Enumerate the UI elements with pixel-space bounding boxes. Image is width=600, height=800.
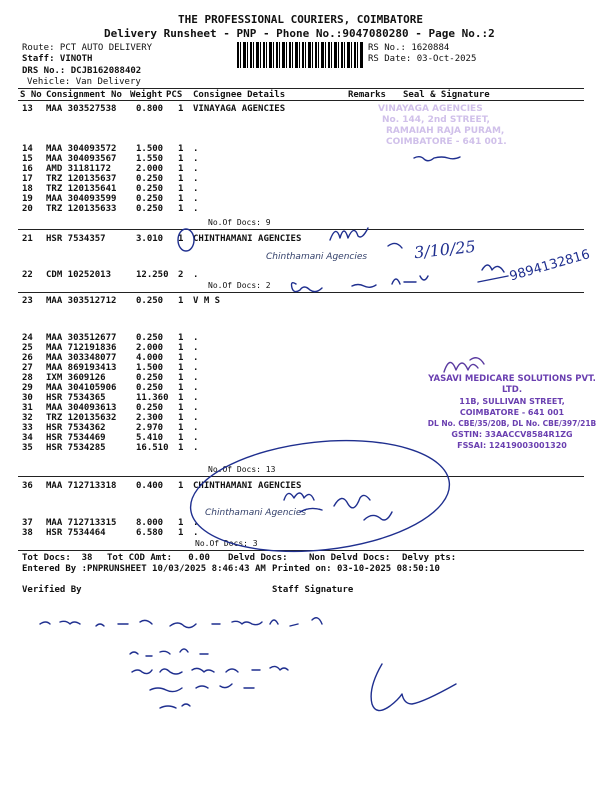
cell-pcs: 1 bbox=[178, 184, 184, 194]
table-row bbox=[0, 104, 600, 115]
cell-name: VINAYAGA AGENCIES bbox=[193, 104, 286, 114]
cell-cons: TRZ 120135641 bbox=[46, 184, 117, 194]
rs-date: RS Date: 03-Oct-2025 bbox=[368, 54, 477, 64]
cell-name: . bbox=[193, 164, 199, 174]
col-remarks: Remarks bbox=[348, 90, 386, 100]
cell-cons: HSR 7534365 bbox=[46, 393, 106, 403]
cell-pcs: 1 bbox=[178, 333, 184, 343]
cell-cons: MAA 303512677 bbox=[46, 333, 117, 343]
stamp-line: RAMAIAH RAJA PURAM, bbox=[386, 126, 505, 136]
cell-name: . bbox=[193, 174, 199, 184]
cell-sno: 21 bbox=[22, 234, 33, 244]
cell-wt: 0.400 bbox=[136, 481, 164, 491]
verified-by-label: Verified By bbox=[22, 585, 82, 595]
cell-name: CHINTHAMANI AGENCIES bbox=[193, 234, 302, 244]
cell-cons: TRZ 120135637 bbox=[46, 174, 117, 184]
stamp-line: COIMBATORE - 641 001. bbox=[386, 137, 507, 147]
cell-cons: AMD 31181172 bbox=[46, 164, 112, 174]
cell-cons: MAA 869193413 bbox=[46, 363, 117, 373]
cell-pcs: 1 bbox=[178, 433, 184, 443]
cell-wt: 0.250 bbox=[136, 383, 164, 393]
cell-pcs: 2 bbox=[178, 270, 184, 280]
cell-sno: 17 bbox=[22, 174, 33, 184]
cell-wt: 5.410 bbox=[136, 433, 164, 443]
cell-name: . bbox=[193, 144, 199, 154]
cell-cons: IXM 3609126 bbox=[46, 373, 106, 383]
cell-name: . bbox=[193, 383, 199, 393]
cell-pcs: 1 bbox=[178, 423, 184, 433]
staff-signature bbox=[371, 664, 456, 711]
cell-wt: 3.010 bbox=[136, 234, 164, 244]
cell-wt: 2.000 bbox=[136, 164, 164, 174]
cell-wt: 0.250 bbox=[136, 204, 164, 214]
table-row bbox=[0, 528, 600, 539]
cell-name: . bbox=[193, 528, 199, 538]
cell-name: . bbox=[193, 393, 199, 403]
cell-cons: MAA 303527538 bbox=[46, 104, 117, 114]
stamp-line: No. 144, 2nd STREET, bbox=[382, 115, 490, 125]
cell-pcs: 1 bbox=[178, 518, 184, 528]
cell-wt: 0.250 bbox=[136, 184, 164, 194]
cell-name: CHINTHAMANI AGENCIES bbox=[193, 481, 302, 491]
cell-pcs: 1 bbox=[178, 343, 184, 353]
col-weight: Weight bbox=[130, 90, 163, 100]
handwritten-date: 3/10/25 bbox=[413, 236, 477, 263]
cell-pcs: 1 bbox=[178, 174, 184, 184]
group-rule bbox=[18, 292, 584, 293]
stamp-line: YASAVI MEDICARE SOLUTIONS PVT. LTD. bbox=[428, 374, 596, 395]
cell-name: . bbox=[193, 154, 199, 164]
vinayaga-stamp bbox=[378, 104, 507, 148]
stamp-line: GSTIN: 33AACCV8584R1ZG bbox=[451, 430, 573, 439]
cell-cons: HSR 7534469 bbox=[46, 433, 106, 443]
cell-cons: HSR 7534357 bbox=[46, 234, 106, 244]
group-count: No.Of Docs: 3 bbox=[195, 539, 258, 548]
cell-pcs: 1 bbox=[178, 481, 184, 491]
barcode bbox=[237, 42, 363, 68]
stamp-line: VINAYAGA AGENCIES bbox=[378, 104, 483, 114]
cell-pcs: 1 bbox=[178, 413, 184, 423]
col-consignee: Consignee Details bbox=[193, 90, 286, 100]
cell-wt: 1.500 bbox=[136, 363, 164, 373]
cell-wt: 2.000 bbox=[136, 343, 164, 353]
entered-by: Entered By :PNPRUNSHEET 10/03/2025 8:46:43 AM bbox=[22, 564, 266, 574]
cell-cons: MAA 304105906 bbox=[46, 383, 117, 393]
col-sno: S No bbox=[20, 90, 42, 100]
cell-sno: 25 bbox=[22, 343, 33, 353]
cell-cons: MAA 304093613 bbox=[46, 403, 117, 413]
cell-pcs: 1 bbox=[178, 443, 184, 453]
cell-pcs: 1 bbox=[178, 383, 184, 393]
chinthamani-stamp: Chinthamani Agencies bbox=[266, 252, 368, 262]
runsheet-title: Delivery Runsheet - PNP - Phone No.:9047080280 - Page No.:2 bbox=[104, 27, 495, 40]
staff-signature-label: Staff Signature bbox=[272, 585, 354, 595]
cell-name: . bbox=[193, 343, 199, 353]
cell-name: . bbox=[193, 363, 199, 373]
cell-cons: MAA 303348077 bbox=[46, 353, 117, 363]
group-rule bbox=[18, 476, 584, 477]
cell-pcs: 1 bbox=[178, 353, 184, 363]
verified-scribble bbox=[150, 684, 254, 692]
cell-wt: 0.250 bbox=[136, 174, 164, 184]
yasavi-stamp bbox=[424, 372, 600, 451]
cell-wt: 8.000 bbox=[136, 518, 164, 528]
cell-sno: 16 bbox=[22, 164, 33, 174]
cell-wt: 0.800 bbox=[136, 104, 164, 114]
cell-wt: 0.250 bbox=[136, 194, 164, 204]
verified-scribble bbox=[160, 704, 190, 708]
vehicle: Vehicle: Van Delivery bbox=[27, 77, 141, 87]
cell-wt: 0.250 bbox=[136, 373, 164, 383]
cell-sno: 26 bbox=[22, 353, 33, 363]
cell-pcs: 1 bbox=[178, 104, 184, 114]
cell-cons: CDM 10252013 bbox=[46, 270, 112, 280]
total-cod: Tot COD Amt: 0.00 bbox=[107, 553, 210, 563]
cell-sno: 32 bbox=[22, 413, 33, 423]
cell-wt: 11.360 bbox=[136, 393, 169, 403]
cell-pcs: 1 bbox=[178, 403, 184, 413]
cell-name: . bbox=[193, 518, 199, 528]
cell-pcs: 1 bbox=[178, 164, 184, 174]
group-count: No.Of Docs: 13 bbox=[208, 465, 276, 474]
cell-wt: 1.500 bbox=[136, 144, 164, 154]
col-pcs: PCS bbox=[166, 90, 183, 100]
delivered-docs: Delvd Docs: bbox=[228, 553, 288, 563]
cell-cons: MAA 712713315 bbox=[46, 518, 117, 528]
cell-sno: 35 bbox=[22, 443, 33, 453]
drs-no: DRS No.: DCJB162088402 bbox=[22, 66, 142, 76]
cell-cons: MAA 712191836 bbox=[46, 343, 117, 353]
cell-name: . bbox=[193, 443, 199, 453]
table-row bbox=[0, 234, 600, 245]
cell-sno: 31 bbox=[22, 403, 33, 413]
cell-cons: HSR 7534285 bbox=[46, 443, 106, 453]
group-count: No.Of Docs: 2 bbox=[208, 281, 271, 290]
cell-name: . bbox=[193, 184, 199, 194]
cell-name: . bbox=[193, 194, 199, 204]
rule-top bbox=[18, 88, 584, 89]
table-row bbox=[0, 481, 600, 492]
cell-name: . bbox=[193, 423, 199, 433]
non-delivered-docs: Non Delvd Docs: bbox=[309, 553, 391, 563]
cell-wt: 0.250 bbox=[136, 296, 164, 306]
cell-sno: 24 bbox=[22, 333, 33, 343]
cell-pcs: 1 bbox=[178, 363, 184, 373]
cell-sno: 22 bbox=[22, 270, 33, 280]
cell-pcs: 1 bbox=[178, 528, 184, 538]
cell-wt: 2.970 bbox=[136, 423, 164, 433]
group-rule bbox=[18, 229, 584, 230]
delivery-points: Delvy pts: bbox=[402, 553, 457, 563]
cell-name: . bbox=[193, 373, 199, 383]
cell-name: . bbox=[193, 204, 199, 214]
table-row bbox=[0, 204, 600, 215]
stamp-line: FSSAI: 12419003001320 bbox=[457, 441, 567, 450]
verified-scribble bbox=[40, 618, 322, 628]
cell-cons: MAA 712713318 bbox=[46, 481, 117, 491]
cell-pcs: 1 bbox=[178, 234, 184, 244]
total-docs: Tot Docs: 38 bbox=[22, 553, 93, 563]
chinthamani-stamp: Chinthamani Agencies bbox=[205, 508, 307, 518]
cell-wt: 0.250 bbox=[136, 403, 164, 413]
cell-wt: 6.580 bbox=[136, 528, 164, 538]
cell-pcs: 1 bbox=[178, 296, 184, 306]
cell-wt: 0.250 bbox=[136, 333, 164, 343]
company-name: THE PROFESSIONAL COURIERS, COIMBATORE bbox=[178, 13, 424, 26]
cell-name: . bbox=[193, 270, 199, 280]
cell-wt: 1.550 bbox=[136, 154, 164, 164]
verified-scribble bbox=[132, 666, 288, 674]
cell-sno: 38 bbox=[22, 528, 33, 538]
cell-sno: 15 bbox=[22, 154, 33, 164]
cell-pcs: 1 bbox=[178, 154, 184, 164]
cell-name: . bbox=[193, 413, 199, 423]
cell-sno: 36 bbox=[22, 481, 33, 491]
cell-sno: 20 bbox=[22, 204, 33, 214]
cell-name: . bbox=[193, 403, 199, 413]
cell-name: . bbox=[193, 353, 199, 363]
cell-sno: 28 bbox=[22, 373, 33, 383]
cell-pcs: 1 bbox=[178, 194, 184, 204]
group-count: No.Of Docs: 9 bbox=[208, 218, 271, 227]
cell-sno: 34 bbox=[22, 433, 33, 443]
cell-name: . bbox=[193, 333, 199, 343]
cell-sno: 23 bbox=[22, 296, 33, 306]
cell-cons: TRZ 120135632 bbox=[46, 413, 117, 423]
cell-sno: 13 bbox=[22, 104, 33, 114]
cell-wt: 4.000 bbox=[136, 353, 164, 363]
cell-name: . bbox=[193, 433, 199, 443]
table-row bbox=[0, 296, 600, 307]
cell-pcs: 1 bbox=[178, 144, 184, 154]
cell-cons: MAA 304093599 bbox=[46, 194, 117, 204]
verified-scribble bbox=[130, 649, 208, 656]
cell-sno: 27 bbox=[22, 363, 33, 373]
cell-cons: HSR 7534464 bbox=[46, 528, 106, 538]
stamp-line: DL No. CBE/35/20B, DL No. CBE/397/21B bbox=[427, 419, 597, 428]
cell-wt: 16.510 bbox=[136, 443, 169, 453]
cell-pcs: 1 bbox=[178, 373, 184, 383]
cell-pcs: 1 bbox=[178, 393, 184, 403]
route: Route: PCT AUTO DELIVERY bbox=[22, 43, 153, 53]
cell-sno: 14 bbox=[22, 144, 33, 154]
cell-sno: 37 bbox=[22, 518, 33, 528]
cell-wt: 2.300 bbox=[136, 413, 164, 423]
cell-cons: MAA 304093567 bbox=[46, 154, 117, 164]
rs-no: RS No.: 1620884 bbox=[368, 43, 450, 53]
cell-sno: 29 bbox=[22, 383, 33, 393]
printed-on: Printed on: 03-10-2025 08:50:10 bbox=[272, 564, 440, 574]
cell-wt: 12.250 bbox=[136, 270, 169, 280]
col-seal: Seal & Signature bbox=[403, 90, 490, 100]
stamp-line: COIMBATORE - 641 001 bbox=[459, 408, 565, 417]
cell-pcs: 1 bbox=[178, 204, 184, 214]
staff: Staff: VINOTH bbox=[22, 54, 93, 64]
cell-sno: 33 bbox=[22, 423, 33, 433]
cell-cons: TRZ 120135633 bbox=[46, 204, 117, 214]
cell-cons: MAA 303512712 bbox=[46, 296, 117, 306]
cell-sno: 18 bbox=[22, 184, 33, 194]
cell-sno: 19 bbox=[22, 194, 33, 204]
stamp-line: 11B, SULLIVAN STREET, bbox=[459, 397, 565, 406]
col-consignment: Consignment No bbox=[46, 90, 122, 100]
cell-name: V M S bbox=[193, 296, 221, 306]
handwritten-phone: 9894132816 bbox=[508, 247, 592, 285]
rule-header bbox=[18, 100, 584, 101]
cell-cons: HSR 7534362 bbox=[46, 423, 106, 433]
cell-sno: 30 bbox=[22, 393, 33, 403]
rule-bottom bbox=[18, 550, 584, 551]
cell-cons: MAA 304093572 bbox=[46, 144, 117, 154]
